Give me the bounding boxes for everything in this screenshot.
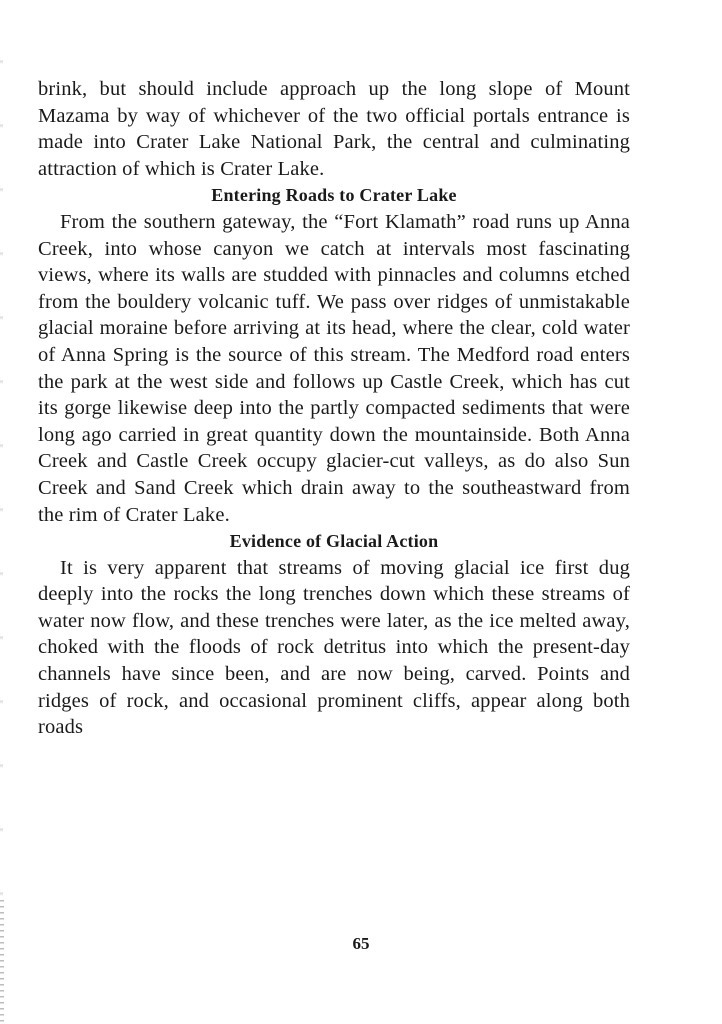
paragraph-entering-roads: From the southern gateway, the “Fort Klamath” road runs up Anna Creek, into whose canyon we catch at intervals most fascinating views, where its walls are studded with pinnacles and columns etched from the bouldery volcanic tuff. We pass over ridges of unmistakable glacial moraine before arriving at its head, where the clear, cold water of Anna Spring is the source of this stream. The Medford road enters the park at the west side and follows up Castle Creek, which has cut its gorge likewise deep into the partly compacted sediments that were long ago carried in great quantity down the mountainside. Both Anna Creek and Castle Creek occupy glacier-cut valleys, as do also Sun Creek and Sand Creek which drain away to the southeastward from the rim of Crater Lake. [38, 210, 630, 526]
paragraph-glacial-action: It is very apparent that streams of moving glacial ice first dug deeply into the rocks the long trenches down which these streams of water now flow, and these trenches were later, as the ice melted away, choked with the floods of rock detritus into which the present-day channels have since been, and are now being, carved. Points and ridges of rock, and occasional prominent cliffs, appear along both roads [38, 556, 630, 739]
section-heading-glacial-action: Evidence of Glacial Action [229, 531, 439, 552]
continued-paragraph: brink, but should include approach up the long slope of Mount Mazama by way of whichever of the two official portals entrance is made into Crater Lake National Park, the central and culminating attraction of which is Crater Lake. [38, 78, 630, 180]
binding-edge-texture [0, 900, 4, 1024]
section-heading-entering-roads: Entering Roads to Crater Lake [211, 185, 457, 206]
page-body [38, 76, 630, 741]
page-number: 65 [352, 934, 370, 953]
binding-edge-shadow [0, 0, 3, 1024]
